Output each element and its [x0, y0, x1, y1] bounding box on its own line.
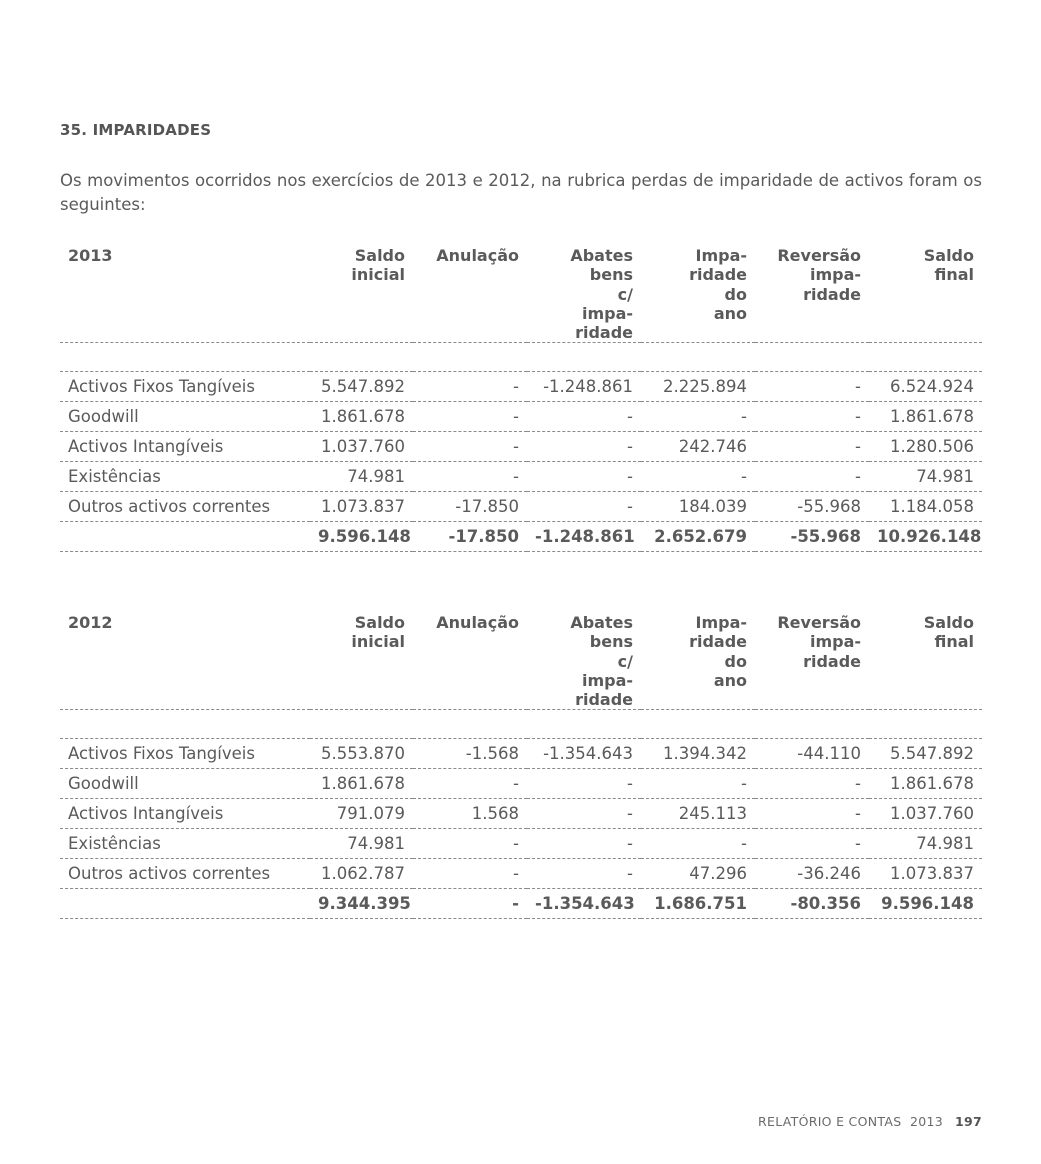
cell-value: -: [755, 799, 869, 829]
total-row: [60, 522, 982, 552]
table-year-header: 2013: [60, 246, 310, 343]
table-row: [60, 492, 982, 522]
cell-value: 5.553.870: [310, 739, 413, 769]
cell-value: 1.686.751: [641, 889, 755, 919]
row-label: [60, 522, 310, 552]
cell-value: -: [413, 432, 527, 462]
cell-value: 242.746: [641, 432, 755, 462]
cell-value: -55.968: [755, 492, 869, 522]
cell-value: -36.246: [755, 859, 869, 889]
spacer-row: [60, 343, 982, 372]
cell-value: -: [527, 462, 641, 492]
row-label: Goodwill: [60, 402, 310, 432]
cell-value: -: [527, 769, 641, 799]
page-footer: [700, 1114, 982, 1129]
cell-value: 5.547.892: [310, 372, 413, 402]
row-label: Activos Intangíveis: [60, 432, 310, 462]
section-title: 35. IMPARIDADES: [60, 121, 212, 139]
row-label: Activos Fixos Tangíveis: [60, 739, 310, 769]
cell-value: 1.394.342: [641, 739, 755, 769]
row-label: Goodwill: [60, 769, 310, 799]
cell-value: -1.248.861: [527, 522, 641, 552]
column-header: Saldo inicial: [310, 613, 413, 710]
cell-value: -: [413, 859, 527, 889]
column-header: Reversão impa-ridade: [755, 246, 869, 343]
cell-value: -: [413, 402, 527, 432]
cell-value: -1.568: [413, 739, 527, 769]
cell-value: -: [527, 829, 641, 859]
cell-value: 5.547.892: [869, 739, 982, 769]
cell-value: 1.280.506: [869, 432, 982, 462]
cell-value: 47.296: [641, 859, 755, 889]
cell-value: -: [755, 769, 869, 799]
cell-value: 74.981: [869, 829, 982, 859]
column-header: Abates bens c/ impa-ridade: [527, 246, 641, 343]
cell-value: -: [527, 492, 641, 522]
table-row: [60, 372, 982, 402]
table-row: [60, 829, 982, 859]
table-row: [60, 432, 982, 462]
total-row: [60, 889, 982, 919]
cell-value: 9.596.148: [310, 522, 413, 552]
column-header: Abates bens c/ impa-ridade: [527, 613, 641, 710]
cell-value: -: [413, 769, 527, 799]
cell-value: 1.037.760: [869, 799, 982, 829]
cell-value: -17.850: [413, 522, 527, 552]
cell-value: -: [641, 829, 755, 859]
cell-value: 1.861.678: [310, 769, 413, 799]
cell-value: 1.073.837: [310, 492, 413, 522]
cell-value: 1.184.058: [869, 492, 982, 522]
cell-value: 6.524.924: [869, 372, 982, 402]
cell-value: 1.861.678: [869, 402, 982, 432]
cell-value: -1.354.643: [527, 889, 641, 919]
column-header: Saldo final: [869, 246, 982, 343]
cell-value: 1.861.678: [310, 402, 413, 432]
cell-value: -: [413, 889, 527, 919]
page-number: 197: [955, 1114, 982, 1129]
table-row: [60, 462, 982, 492]
cell-value: 1.037.760: [310, 432, 413, 462]
cell-value: -: [755, 372, 869, 402]
cell-value: -: [755, 402, 869, 432]
cell-value: 1.861.678: [869, 769, 982, 799]
cell-value: -: [755, 432, 869, 462]
row-label: Existências: [60, 462, 310, 492]
cell-value: -44.110: [755, 739, 869, 769]
table-row: [60, 769, 982, 799]
cell-value: -: [641, 769, 755, 799]
cell-value: 245.113: [641, 799, 755, 829]
row-label: Activos Intangíveis: [60, 799, 310, 829]
cell-value: -17.850: [413, 492, 527, 522]
cell-value: -: [755, 829, 869, 859]
column-header: Impa-ridade do ano: [641, 246, 755, 343]
row-label: [60, 889, 310, 919]
column-header: Saldo final: [869, 613, 982, 710]
column-header: Anulação: [413, 613, 527, 710]
cell-value: 74.981: [310, 462, 413, 492]
cell-value: 1.568: [413, 799, 527, 829]
row-label: Existências: [60, 829, 310, 859]
cell-value: 2.652.679: [641, 522, 755, 552]
table-row: [60, 799, 982, 829]
cell-value: -: [413, 462, 527, 492]
spacer-row: [60, 710, 982, 739]
cell-value: -: [413, 372, 527, 402]
cell-value: 74.981: [310, 829, 413, 859]
cell-value: 1.073.837: [869, 859, 982, 889]
table-header-row: [60, 246, 982, 343]
cell-value: -: [527, 859, 641, 889]
cell-value: -: [527, 799, 641, 829]
table-row: [60, 402, 982, 432]
cell-value: 9.596.148: [869, 889, 982, 919]
row-label: Activos Fixos Tangíveis: [60, 372, 310, 402]
cell-value: -: [641, 462, 755, 492]
table-year-header: 2012: [60, 613, 310, 710]
column-header: Impa-ridade do ano: [641, 613, 755, 710]
footer-report-label: RELATÓRIO E CONTAS 2013: [758, 1114, 943, 1129]
table-row: [60, 859, 982, 889]
column-header: Reversão impa-ridade: [755, 613, 869, 710]
cell-value: 791.079: [310, 799, 413, 829]
row-label: Outros activos correntes: [60, 859, 310, 889]
cell-value: -: [641, 402, 755, 432]
table-row: [60, 739, 982, 769]
cell-value: -: [755, 462, 869, 492]
cell-value: 74.981: [869, 462, 982, 492]
row-label: Outros activos correntes: [60, 492, 310, 522]
cell-value: 9.344.395: [310, 889, 413, 919]
cell-value: -: [413, 829, 527, 859]
impairment-table-2012: [60, 613, 982, 919]
cell-value: -: [527, 402, 641, 432]
cell-value: -55.968: [755, 522, 869, 552]
cell-value: -1.248.861: [527, 372, 641, 402]
cell-value: -80.356: [755, 889, 869, 919]
cell-value: 184.039: [641, 492, 755, 522]
impairment-table-2013: [60, 246, 982, 552]
table-header-row: [60, 613, 982, 710]
cell-value: 1.062.787: [310, 859, 413, 889]
cell-value: 10.926.148: [869, 522, 982, 552]
column-header: Saldo inicial: [310, 246, 413, 343]
cell-value: -1.354.643: [527, 739, 641, 769]
column-header: Anulação: [413, 246, 527, 343]
cell-value: 2.225.894: [641, 372, 755, 402]
cell-value: -: [527, 432, 641, 462]
intro-paragraph: Os movimentos ocorridos nos exercícios de 2013 e 2012, na rubrica perdas de imparidade de activos foram os seguintes:: [60, 171, 982, 214]
